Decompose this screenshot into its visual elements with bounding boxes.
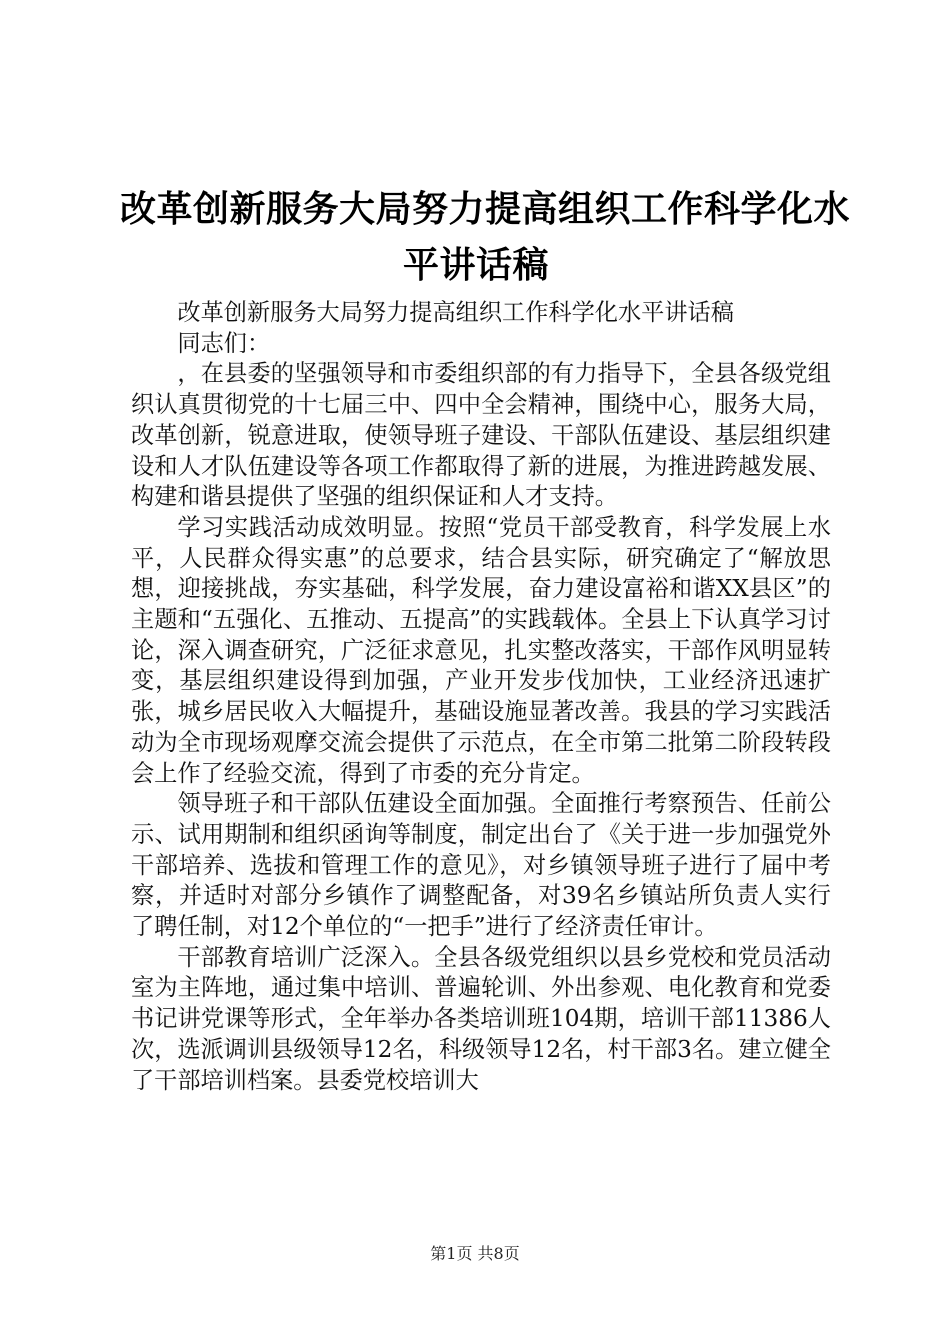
training-paragraph: 干部教育培训广泛深入。全县各级党组织以县乡党校和党员活动室为主阵地，通过集中培训、普遍轮训、外出参观、电化教育和党委书记讲党课等形式，全年举办各类培训班104期，培训干部11386人次，选派调训县级领导12名，科级领导12名，村干部3名。建立健全了干部培训档案。县委党校培训大 <box>131 943 831 1094</box>
intro-paragraph: ，在县委的坚强领导和市委组织部的有力指导下，全县各级党组织认真贯彻党的十七届三中、四中全会精神，围绕中心，服务大局，改革创新，锐意进取，使领导班子建设、干部队伍建设、基层组织建设和人才队伍建设等各项工作都取得了新的进展，为推进跨越发展、构建和谐县提供了坚强的组织保证和人才支持。 <box>131 360 831 511</box>
leadership-paragraph: 领导班子和干部队伍建设全面加强。全面推行考察预告、任前公示、试用期制和组织函询等制度，制定出台了《关于进一步加强党外干部培养、选拔和管理工作的意见》，对乡镇领导班子进行了届中考察，并适时对部分乡镇作了调整配备，对39名乡镇站所负责人实行了聘任制，对12个单位的“一把手”进行了经济责任审计。 <box>131 790 831 941</box>
document-title <box>120 182 851 294</box>
salutation-paragraph: 同志们： <box>177 329 271 357</box>
subtitle-paragraph: 改革创新服务大局努力提高组织工作科学化水平讲话稿 <box>177 299 734 326</box>
study-practice-paragraph: 学习实践活动成效明显。按照“党员干部受教育，科学发展上水平，人民群众得实惠”的总要求，结合县实际，研究确定了“解放思想，迎接挑战，夯实基础，科学发展，奋力建设富裕和谐XX县区”的主题和“五强化、五推动、五提高”的实践载体。全县上下认真学习讨论，深入调查研究，广泛征求意见，扎实整改落实，干部作风明显转变，基层组织建设得到加强，产业开发步伐加快，工业经济迅速扩张，城乡居民收入大幅提升，基础设施显著改善。我县的学习实践活动为全市现场观摩交流会提供了示范点，在全市第二批第二阶段转段会上作了经验交流，得到了市委的充分肯定。 <box>131 513 831 787</box>
title-line-1: 改革创新服务大局努力提高组织工作科学化水 <box>120 189 851 231</box>
title-line-2: 平讲话稿 <box>402 245 549 287</box>
page-footer: 第1页 共8页 <box>430 1244 520 1263</box>
document-body <box>131 298 831 1096</box>
